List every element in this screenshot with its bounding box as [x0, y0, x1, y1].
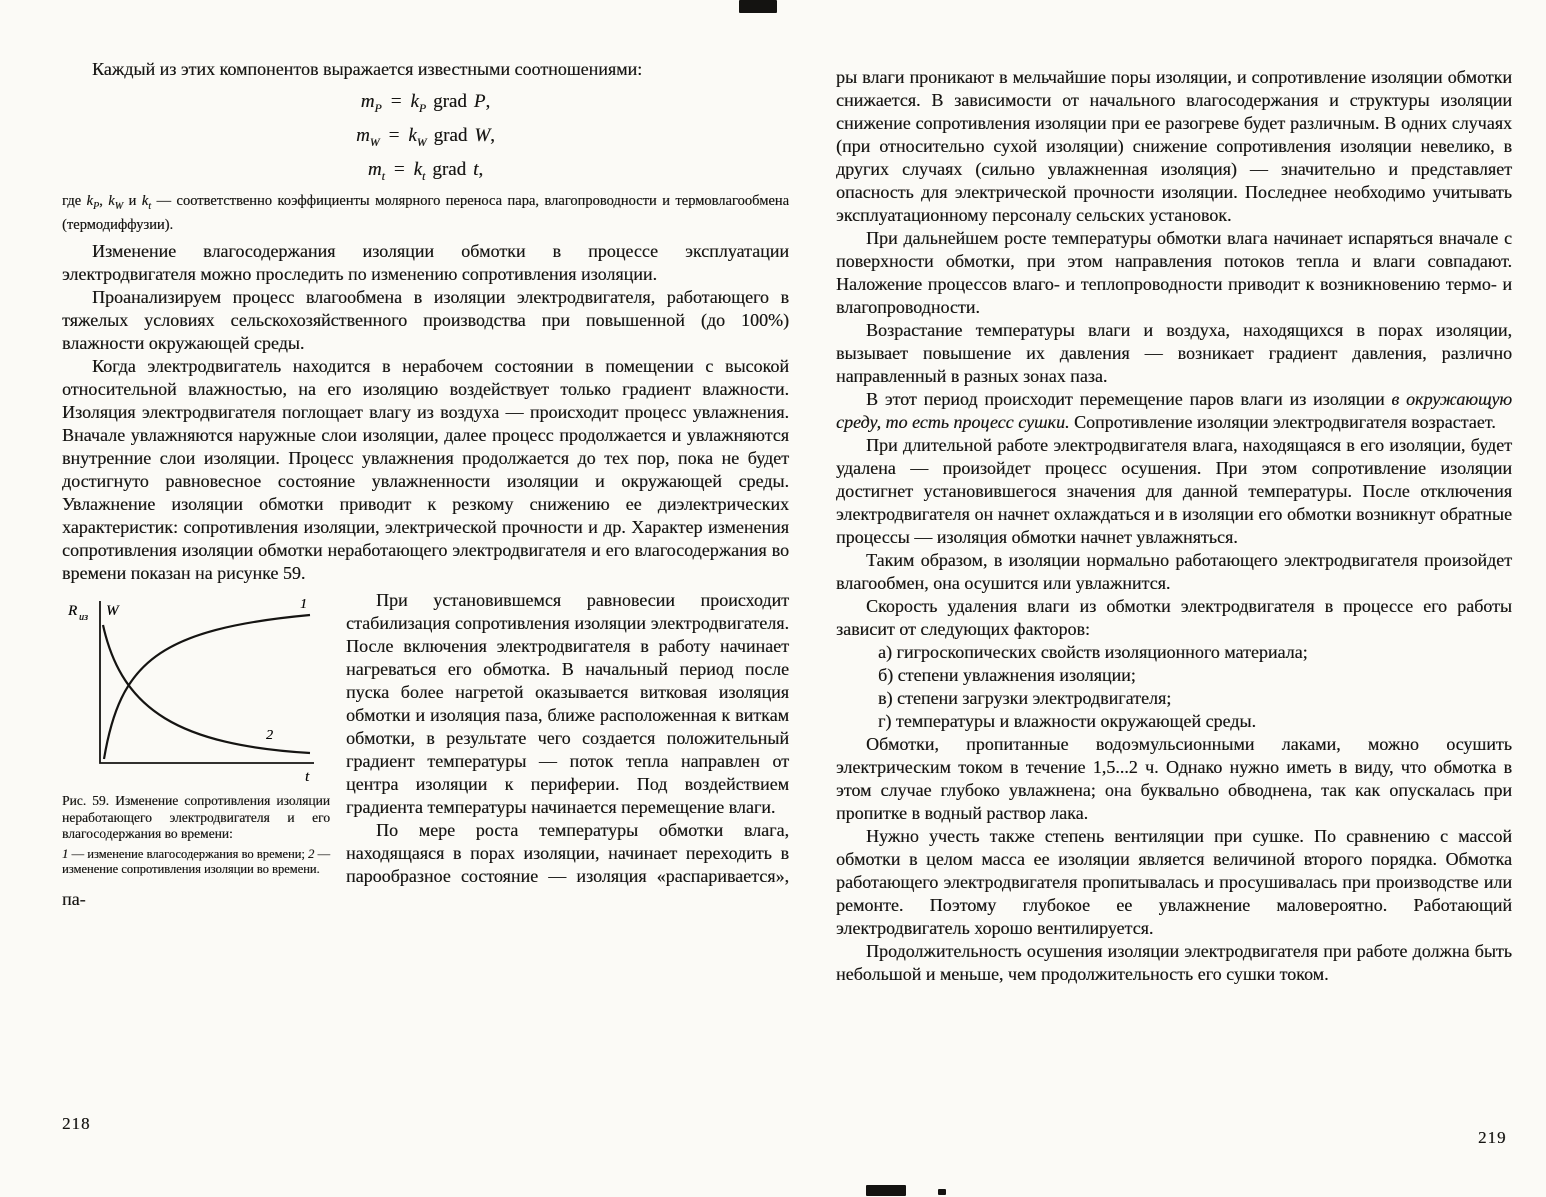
paragraph: При установившемся равновесии происходит стабилизация сопротивления изоляции электродвигателя. После включения электродвигателя в работу начинает нагреваться его обмотка. В начальный период после пуска более нагретой оказывается витковая изоляция обмотки и изоляция паза, ближе расположенная к виткам обмотки, в результате чего создается положительный градиент температуры — поток тепла направлен от центра изоляции к периферии. Под воздействием градиента температуры начинается перемещение влаги.: [346, 590, 789, 818]
grad-operator: grad: [432, 158, 467, 180]
formula-coefficient: $k_t$: [413, 158, 426, 183]
paragraph: Скорость удаления влаги из обмотки электродвигателя в процессе его работы зависит от следующих факторов:: [836, 596, 1512, 639]
italic-phrase: в окружающую среду, то есть процесс сушки.: [836, 389, 1513, 432]
formula-block: [62, 91, 789, 183]
list-item: б) степени увлажнения изоляции;: [878, 665, 1136, 685]
formula-argument: P: [473, 91, 486, 112]
figure-59-graph: [62, 593, 322, 785]
equals-sign: =: [388, 124, 400, 146]
page-left: [62, 58, 789, 911]
page-number-left: 218: [62, 1114, 91, 1133]
list-item: в) степени загрузки электродвигателя;: [878, 688, 1172, 708]
curve-resistance: [103, 625, 310, 753]
figure-caption: Рис. 59. Изменение сопротивления изоляции неработающего электродвигателя и его влагосодержания во времени:: [62, 793, 330, 842]
scan-mark-dot: [938, 1189, 946, 1195]
formula-footnote: где $k_P$, $k_W$ и $k_t$ — соответственно коэффициенты молярного переноса пара, влагопроводности и термовлагообмена (термодиффузии).: [62, 193, 790, 234]
figure-legend: 1 — изменение влагосодержания во времени; 2 — изменение сопротивления изоляции во времени.: [62, 846, 330, 877]
y-axis-label-r: R: [68, 603, 78, 620]
punctuation: ,: [490, 124, 495, 146]
formula-coefficient: $k_W$: [408, 124, 427, 149]
list-item: г) температуры и влажности окружающей среды.: [878, 711, 1256, 731]
curve2-number-label: 2: [266, 728, 273, 744]
paragraph: По мере роста температуры обмотки влага, находящаяся в порах изоляции, начинает переходить в парообразное состояние — изоляция «распаривается», па-: [62, 820, 789, 910]
formula-coefficient: $k_P$: [410, 91, 427, 115]
equals-sign: =: [390, 91, 402, 112]
paragraph: Возрастание температуры влаги и воздуха, находящихся в порах изоляции, вызывает повышение их давления — возникает градиент давления, различно направленный в разных зонах паза.: [836, 320, 1512, 386]
x-axis-label-t: t: [305, 769, 310, 786]
formula-mw: [62, 125, 789, 150]
grad-operator: grad: [433, 124, 468, 146]
y-axis-label-w: W: [106, 603, 119, 620]
figure-and-wrap-text: [62, 589, 789, 911]
paragraph: Продолжительность осушения изоляции электродвигателя при работе должна быть небольшой и меньше, чем продолжительность его сушки током.: [836, 941, 1512, 984]
intro-paragraph: Каждый из этих компонентов выражается известными соотношениями:: [92, 59, 643, 79]
paragraph: ры влаги проникают в мельчайшие поры изоляции, и сопротивление изоляции обмотки снижается. В зависимости от начального влагосодержания и структуры изоляции снижение сопротивления изоляции при ее разогреве будет различным. В одних случаях (при относительно сухой изоляции) снижение сопротивления изоляции невелико, в других случаях (сильно увлажненная изоляция) — значительно и представляет опасность для электрической прочности изоляции. Последнее необходимо учитывать эксплуатационному персоналу сельских установок.: [836, 67, 1512, 225]
formula-lhs: $m_W$: [356, 124, 380, 149]
punctuation: ,: [478, 158, 484, 180]
scan-mark-top: [739, 0, 777, 13]
figure-59: [62, 593, 330, 878]
curve1-number-label: 1: [300, 597, 307, 613]
formula-argument: W: [474, 124, 491, 146]
list-item: а) гигроскопических свойств изоляционного материала;: [878, 642, 1308, 662]
grad-operator: grad: [433, 91, 467, 112]
paragraph: Таким образом, в изоляции нормально работающего электродвигателя произойдет влагообмен, она осушится или увлажнится.: [836, 550, 1512, 593]
scan-mark-bottom: [866, 1185, 906, 1196]
page-number-right: 219: [1478, 1128, 1507, 1147]
formula-argument: t: [473, 158, 479, 180]
paragraph: Нужно учесть также степень вентиляции при сушке. По сравнению с массой обмотки в целом масса ее изоляции является величиной второго порядка. Обмотка работающего электродвигателя пропитывалась и просушивалась при производстве или ремонте. Поэтому глубокое ее увлажнение маловероятно. Работающий электродвигатель хорошо вентилируется.: [836, 826, 1512, 938]
y-axis-label-r-sub: из: [79, 612, 88, 624]
page-right: [836, 66, 1512, 986]
paragraph: При дальнейшем росте температуры обмотки влага начинает испаряться вначале с поверхности обмотки, при этом направления потоков тепла и влаги совпадают. Наложение процессов влаго- и теплопроводности приводит к возникновению термо- и влагопроводности.: [836, 228, 1512, 317]
paragraph: Когда электродвигатель находится в нерабочем состоянии в помещении с высокой относительной влажностью, на его изоляцию воздействует только градиент влажности. Изоляция электродвигателя поглощает влагу из воздуха — происходит процесс увлажнения. Вначале увлажняются наружные слои изоляции, далее процесс продолжается и увлажняются внутренние слои изоляции. Процесс увлажнения продолжается до тех пор, пока не будет достигнуто равновесное состояние увлажненности изоляции и окружающей среды. Увлажнение изоляции обмотки приводит к резкому снижению ее диэлектрических характеристик: сопротивления изоляции, электрической прочности и др. Характер изменения сопротивления изоляции обмотки неработающего электродвигателя и его влагосодержания во времени показан на рисунке 59.: [62, 356, 789, 584]
formula-mt: [62, 159, 789, 184]
paragraph: В этот период происходит перемещение паров влаги из изоляции в окружающую среду, то есть процесс сушки. Сопротивление изоляции электродвигателя возрастает.: [836, 389, 1513, 432]
formula-lhs: $m_P$: [360, 91, 382, 115]
formula-lhs: $m_t$: [367, 158, 385, 183]
paragraph: При длительной работе электродвигателя влага, находящаяся в его изоляции, будет удалена — произойдет процесс осушения. При этом сопротивление изоляции достигнет установившегося значения для данной температуры. После отключения электродвигателя он начнет охлаждаться и в изоляции его обмотки возникнут обратные процессы — изоляция обмотки начнет увлажняться.: [836, 435, 1512, 547]
paragraph: Изменение влагосодержания изоляции обмотки в процессе эксплуатации электродвигателя можно проследить по изменению сопротивления изоляции.: [62, 241, 789, 285]
paragraph: Обмотки, пропитанные водоэмульсионными лаками, можно осушить электрическим током в течение 1,5...2 ч. Однако нужно иметь в виду, что обмотка в этом случае глубоко увлажнена; она буквально обводнена, так как опускалась при пропитке в водный раствор лака.: [836, 734, 1512, 823]
equals-sign: =: [393, 158, 405, 180]
formula-mp: [62, 91, 789, 116]
punctuation: ,: [485, 91, 491, 112]
paragraph: Проанализируем процесс влагообмена в изоляции электродвигателя, работающего в тяжелых условиях сельскохозяйственного производства при повышенной (до 100%) влажности окружающей среды.: [62, 287, 789, 354]
